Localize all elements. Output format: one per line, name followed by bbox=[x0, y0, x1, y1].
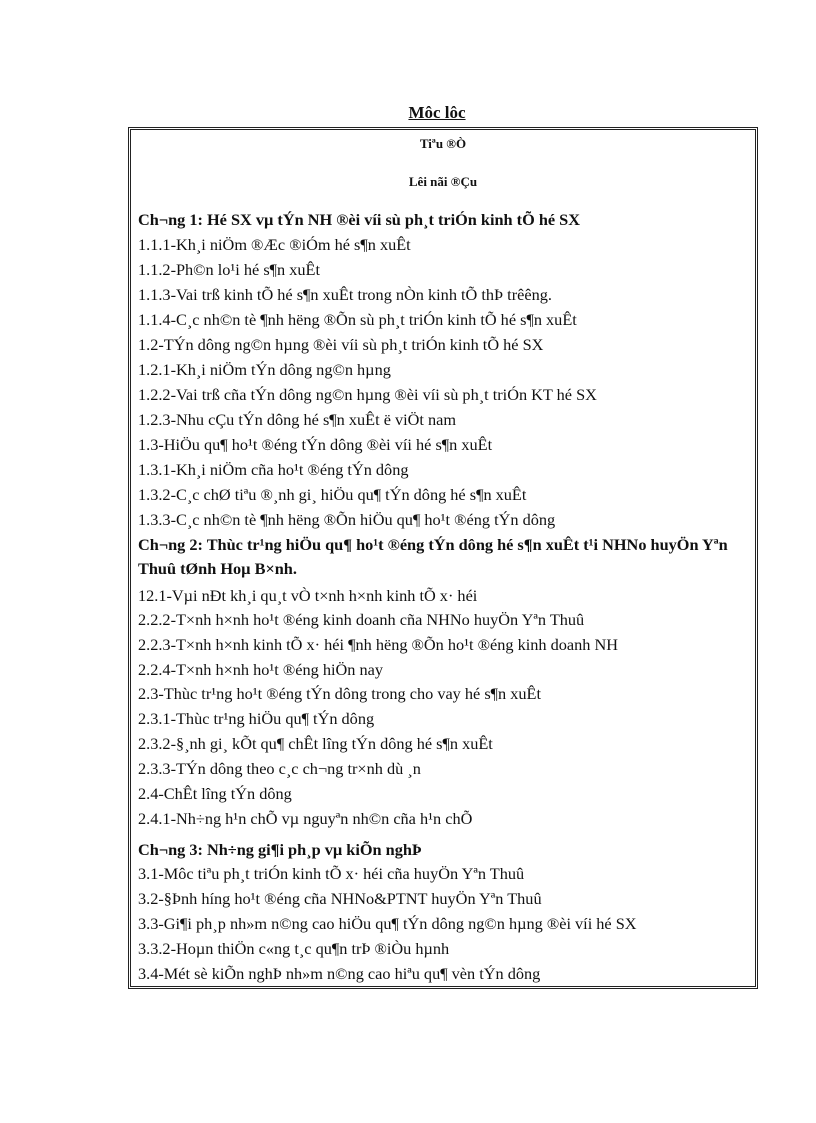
page-title: Môc lôc bbox=[408, 103, 466, 122]
toc-entry: 2.2.4-T×nh h×nh ho¹t ®éng hiÖn nay bbox=[138, 660, 383, 679]
toc-entry: 1.3.3-C¸c nh©n tè ¶nh hëng ®Õn hiÖu qu¶ ho¹t ®éng tÝn dông bbox=[138, 510, 556, 529]
toc-entry: 3.3.2-Hoµn thiÖn c«ng t¸c qu¶n trÞ ®iÒu hµnh bbox=[138, 939, 450, 958]
toc-entry: 1.1.2-Ph©n lo¹i hé s¶n xuÊt bbox=[138, 260, 321, 279]
toc-entry: 1.2.2-Vai trß cña tÝn dông ng©n hµng ®èi víi sù ph¸t triÓn KT hé SX bbox=[138, 385, 597, 404]
toc-entry: 1.2.3-Nhu cÇu tÝn dông hé s¶n xuÊt ë viÖt nam bbox=[138, 410, 457, 429]
toc-entry: 2.4-ChÊt lîng tÝn dông bbox=[138, 784, 292, 803]
toc-entry: 3.2-§Þnh híng ho¹t ®éng cña NHNo&PTNT huyÖn Yªn Thuû bbox=[138, 889, 542, 908]
toc-chapter-heading: Ch¬ng 3: Nh÷ng gi¶i ph¸p vµ kiÕn nghÞ bbox=[138, 840, 422, 859]
toc-entry: 1.1.3-Vai trß kinh tÕ hé s¶n xuÊt trong nÒn kinh tÕ thÞ trêêng. bbox=[138, 285, 552, 304]
toc-entry: 3.3-Gi¶i ph¸p nh»m n©ng cao hiÖu qu¶ tÝn dông ng©n hµng ®èi víi hé SX bbox=[138, 914, 637, 933]
toc-chapter-heading: Ch¬ng 2: Thùc tr¹ng hiÖu qu¶ ho¹t ®éng tÝn dông hé s¶n xuÊt t¹i NHNo huyÖn Yªn Thuû tØnh Hoµ B×nh. bbox=[138, 535, 728, 578]
toc-entry: 1.3-HiÖu qu¶ ho¹t ®éng tÝn dông ®èi víi hé s¶n xuÊt bbox=[138, 435, 493, 454]
toc-entry: 12.1-Vµi nÐt kh¸i qu¸t vÒ t×nh h×nh kinh tÕ x· héi bbox=[138, 586, 478, 605]
toc-entry: 2.2.2-T×nh h×nh ho¹t ®éng kinh doanh cña NHNo huyÖn Yªn Thuû bbox=[138, 610, 585, 629]
toc-entry: 1.1.1-Kh¸i niÖm ®Æc ®iÓm hé s¶n xuÊt bbox=[138, 235, 411, 254]
toc-chapter-heading: Ch¬ng 1: Hé SX vµ tÝn NH ®èi víi sù ph¸t triÓn kinh tÕ hé SX bbox=[138, 210, 580, 229]
toc-entry: 3.4-Mét sè kiÕn nghÞ nh»m n©ng cao hiªu qu¶ vèn tÝn dông bbox=[138, 964, 541, 983]
toc-entry: 2.2.3-T×nh h×nh kinh tÕ x· héi ¶nh hëng ®Õn ho¹t ®éng kinh doanh NH bbox=[138, 635, 618, 654]
toc-entry: 2.3-Thùc tr¹ng ho¹t ®éng tÝn dông trong cho vay hé s¶n xuÊt bbox=[138, 684, 542, 703]
toc-entry: 1.3.2-C¸c chØ tiªu ®¸nh gi¸ hiÖu qu¶ tÝn dông hé s¶n xuÊt bbox=[138, 485, 527, 504]
table-of-contents bbox=[128, 127, 758, 989]
toc-entry: 3.1-Môc tiªu ph¸t triÓn kinh tÕ x· héi cña huyÖn Yªn Thuû bbox=[138, 864, 525, 883]
toc-entry: 1.3.1-Kh¸i niÖm cña ho¹t ®éng tÝn dông bbox=[138, 460, 409, 479]
toc-entry: 2.4.1-Nh÷ng h¹n chÕ vµ nguyªn nh©n cña h¹n chÕ bbox=[138, 809, 473, 828]
intro-title: Tiªu ®Ò bbox=[419, 136, 467, 151]
intro-foreword: Lêi nãi ®Çu bbox=[408, 174, 478, 189]
toc-entry: 1.2.1-Kh¸i niÖm tÝn dông ng©n hµng bbox=[138, 360, 391, 379]
toc-entry: 1.2-TÝn dông ng©n hµng ®èi víi sù ph¸t triÓn kinh tÕ hé SX bbox=[138, 335, 544, 354]
toc-entry: 1.1.4-C¸c nh©n tè ¶nh hëng ®Õn sù ph¸t triÓn kinh tÕ hé s¶n xuÊt bbox=[138, 310, 577, 329]
toc-entry: 2.3.2-§¸nh gi¸ kÕt qu¶ chÊt lîng tÝn dông hé s¶n xuÊt bbox=[138, 734, 493, 753]
toc-entry: 2.3.1-Thùc tr¹ng hiÖu qu¶ tÝn dông bbox=[138, 709, 375, 728]
toc-entry: 2.3.3-TÝn dông theo c¸c ch¬ng tr×nh dù ¸n bbox=[138, 759, 421, 778]
